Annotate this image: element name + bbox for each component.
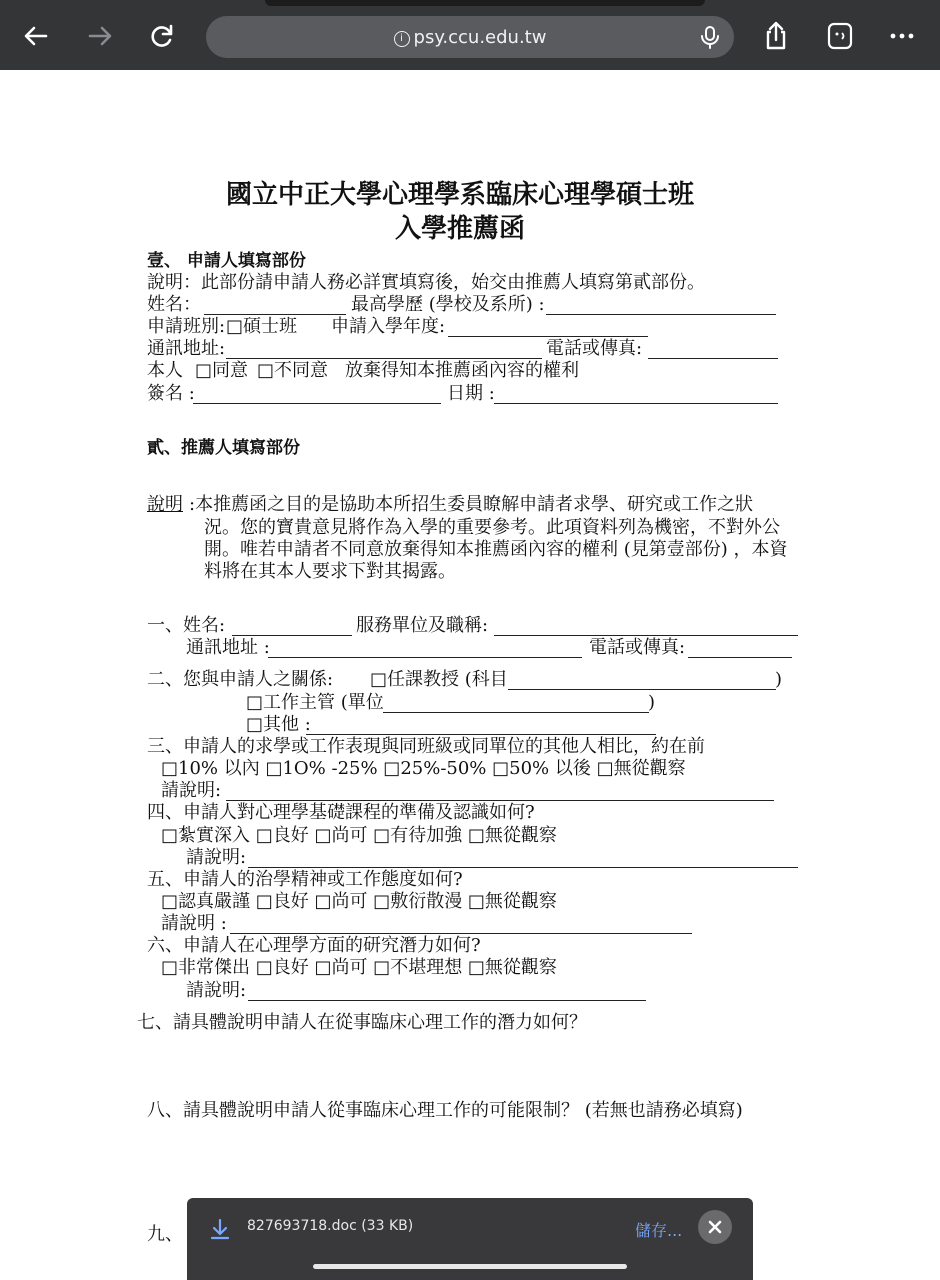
consent-prefix: 本人 xyxy=(147,360,183,381)
save-button[interactable]: 儲存... xyxy=(635,1221,683,1240)
date-field[interactable] xyxy=(494,403,778,404)
program-option-masters[interactable]: □碩士班 xyxy=(226,316,298,337)
phone-label: 電話或傳真: xyxy=(546,338,643,359)
reload-icon xyxy=(147,21,177,51)
url-text: psy.ccu.edu.tw xyxy=(413,27,547,48)
q4-explain-field[interactable] xyxy=(248,867,798,868)
reload-button[interactable] xyxy=(142,16,182,56)
browser-toolbar xyxy=(0,0,940,70)
q2-paren-close-1: ) xyxy=(775,669,783,690)
q1-address-label: 通訊地址 : xyxy=(186,637,270,658)
doc-title-line2: 入學推薦函 xyxy=(394,214,525,244)
section2-note-line3: 開。唯若申請者不同意放棄得知本推薦函內容的權利 (見第壹部份) ，本資 xyxy=(204,539,788,560)
doc-title-line1: 國立中正大學心理學系臨床心理學碩士班 xyxy=(225,180,694,210)
q6-label: 六、申請人在心理學方面的研究潛力如何? xyxy=(147,935,481,956)
back-button[interactable] xyxy=(16,16,56,56)
more-dots-icon xyxy=(887,21,917,51)
share-icon xyxy=(761,21,791,51)
q2-unit-field[interactable] xyxy=(383,712,649,713)
close-icon xyxy=(707,1219,723,1235)
download-icon xyxy=(209,1218,231,1240)
recommender-unit-field[interactable] xyxy=(494,635,798,636)
document-page xyxy=(0,70,940,1280)
consent-agree-checkbox[interactable]: □同意 xyxy=(195,360,249,381)
signature-label: 簽名 : xyxy=(147,383,195,404)
q3-explain-label: 請說明: xyxy=(161,780,222,801)
q3-label: 三、申請人的求學或工作表現與同班級或同單位的其他人相比，約在前 xyxy=(147,736,705,757)
url-display[interactable] xyxy=(206,27,734,48)
program-label: 申請班別: xyxy=(147,316,226,337)
address-bar[interactable] xyxy=(206,16,734,58)
signature-field[interactable] xyxy=(193,403,441,404)
consent-disagree-checkbox[interactable]: □不同意 xyxy=(257,360,329,381)
q2-option-teacher[interactable]: □任課教授 (科目 xyxy=(370,669,508,690)
q5-label: 五、申請人的治學精神或工作態度如何? xyxy=(147,869,463,890)
q5-explain-field[interactable] xyxy=(230,933,692,934)
share-button[interactable] xyxy=(756,16,796,56)
address-field[interactable] xyxy=(226,358,542,359)
phone-field[interactable] xyxy=(648,358,778,359)
q4-explain-label: 請說明: xyxy=(186,847,247,868)
q6-explain-label: 請說明: xyxy=(186,980,247,1001)
section2-heading: 貳、推薦人填寫部份 xyxy=(147,438,300,458)
home-indicator[interactable] xyxy=(313,1264,627,1269)
section2-note-line4: 料將在其本人要求下對其揭露。 xyxy=(204,561,456,582)
name-field[interactable] xyxy=(204,314,346,315)
info-icon[interactable]: i xyxy=(394,31,410,47)
download-filename: 827693718.doc (33 KB) xyxy=(247,1218,414,1234)
q2-option-other[interactable]: □其他 : xyxy=(246,714,311,735)
more-menu-button[interactable] xyxy=(882,16,922,56)
q7-label: 七、請具體說明申請人在從事臨床心理工作的潛力如何？ xyxy=(137,1012,587,1033)
section2-note-label: 說明 xyxy=(147,494,183,515)
education-label: 最高學歷 (學校及系所) : xyxy=(351,294,545,315)
recommender-phone-field[interactable] xyxy=(688,657,792,658)
q1-phone-label: 電話或傳真: xyxy=(589,637,686,658)
q8-label: 八、請具體說明申請人從事臨床心理工作的可能限制？ (若無也請務必填寫) xyxy=(147,1100,743,1121)
year-field[interactable] xyxy=(448,336,648,337)
q1-unit-label: 服務單位及職稱: xyxy=(356,615,489,636)
q6-options[interactable]: □非常傑出 □良好 □尚可 □不堪理想 □無從觀察 xyxy=(161,957,557,978)
microphone-icon[interactable] xyxy=(698,25,722,49)
q2-label: 二、您與申請人之關係: xyxy=(147,669,334,690)
section2-note-line2: 況。您的寶貴意見將作為入學的重要參考。此項資料列為機密，不對外公 xyxy=(204,517,780,538)
recommender-address-field[interactable] xyxy=(268,657,582,658)
address-label: 通訊地址: xyxy=(147,338,226,359)
name-label: 姓名： xyxy=(147,294,201,315)
q2-other-field[interactable] xyxy=(306,734,656,735)
date-label: 日期 : xyxy=(447,383,495,404)
q2-subject-field[interactable] xyxy=(508,689,776,690)
q4-options[interactable]: □紮實深入 □良好 □尚可 □有待加強 □無從觀察 xyxy=(161,825,557,846)
q2-option-supervisor[interactable]: □工作主管 (單位 xyxy=(246,692,384,713)
year-label: 申請入學年度: xyxy=(331,316,446,337)
recommender-name-field[interactable] xyxy=(232,635,352,636)
q6-explain-field[interactable] xyxy=(248,1000,646,1001)
tabs-button[interactable] xyxy=(820,16,860,56)
arrow-left-icon xyxy=(21,21,51,51)
q4-label: 四、申請人對心理學基礎課程的準備及認識如何? xyxy=(147,802,535,823)
section1-heading: 壹、 申請人填寫部份 xyxy=(147,251,306,271)
q3-options[interactable]: □10% 以內 □1O% -25% □25%-50% □50% 以後 □無從觀察 xyxy=(161,758,686,779)
q3-explain-field[interactable] xyxy=(226,800,774,801)
arrow-right-icon xyxy=(85,21,115,51)
close-download-button[interactable] xyxy=(698,1210,732,1244)
tab-notch xyxy=(265,0,705,6)
education-field[interactable] xyxy=(546,314,776,315)
section1-note: 說明：此部份請申請人務必詳實填寫後，始交由推薦人填寫第貳部份。 xyxy=(147,272,705,293)
consent-text: 放棄得知本推薦函內容的權利 xyxy=(345,360,579,381)
smiley-tab-icon xyxy=(825,21,855,51)
q2-paren-close-2: ) xyxy=(648,692,656,713)
q1-name-label: 一、姓名: xyxy=(147,615,226,636)
q5-explain-label: 請說明 : xyxy=(161,913,227,934)
q5-options[interactable]: □認真嚴謹 □良好 □尚可 □敷衍散漫 □無從觀察 xyxy=(161,891,557,912)
q9-label-partial: 九、 xyxy=(147,1224,183,1245)
forward-button[interactable] xyxy=(80,16,120,56)
section2-note-line1: :本推薦函之目的是協助本所招生委員瞭解申請者求學、研究或工作之狀 xyxy=(189,494,754,515)
